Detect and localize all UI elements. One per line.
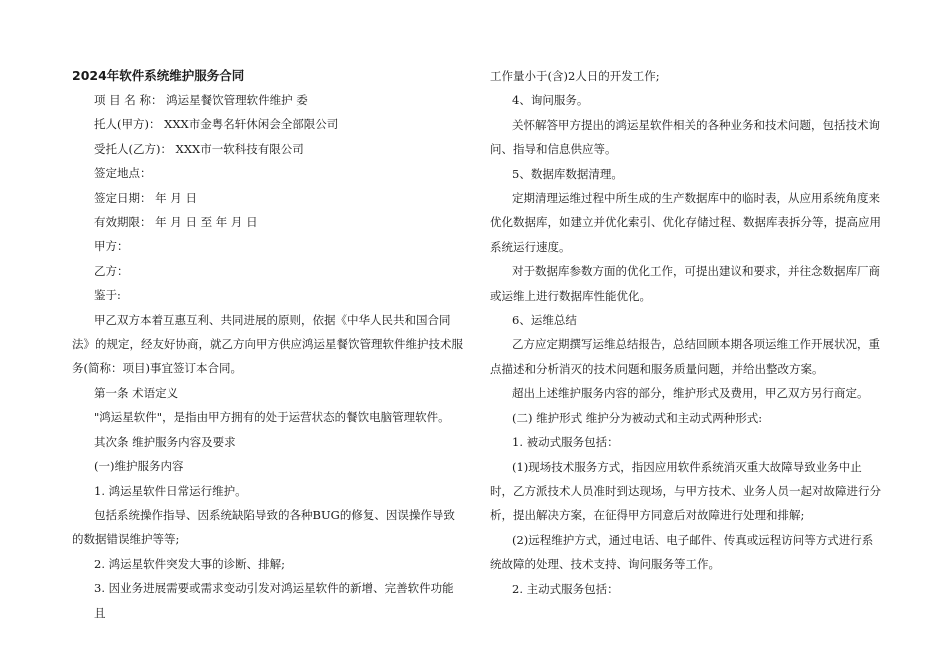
paragraph: 乙方：	[94, 263, 129, 278]
paragraph: 4、询问服务。	[512, 93, 589, 108]
paragraph: 超出上述维护服务内容的部分，维护形式及费用，甲乙双方另行商定。	[512, 386, 869, 401]
paragraph: (1)现场技术服务方式，指因应用软件系统消灭重大故障导致业务中止时，乙方派技术人员准时到达现场，与甲方技术、业务人员一起对故障进行分析，提出解决方案，在征得甲方同意后对故障进行处理和排解;	[490, 459, 881, 523]
contract-title: 2024年软件系统维护服务合同	[72, 68, 245, 83]
paragraph: 1. 鸿运星软件日常运行维护。	[94, 483, 247, 498]
right-column-body	[490, 64, 882, 601]
paragraph: 3. 因业务进展需要或需求变动引发对鸿运星软件的新增、完善软件功能且	[94, 581, 454, 620]
paragraph: 托人(甲方)： XXX市金粤名轩休闲会全部限公司	[94, 117, 339, 132]
paragraph: "鸿运星软件"，是指由甲方拥有的处于运营状态的餐饮电脑管理软件。	[94, 410, 450, 425]
right-column	[490, 64, 882, 601]
paragraph: (二) 维护形式 维护分为被动式和主动式两种形式:	[512, 410, 763, 425]
paragraph: 2. 鸿运星软件突发大事的诊断、排解;	[94, 556, 286, 571]
paragraph: 甲方：	[94, 239, 129, 254]
paragraph: 签定日期： 年 月 日	[94, 190, 197, 205]
paragraph: 关怀解答甲方提出的鸿运星软件相关的各种业务和技术问题，包括技术询问、指导和信息供应等。	[490, 117, 880, 157]
paragraph: 定期清理运维过程中所生成的生产数据库中的临时表，从应用系统角度来优化数据库，如建立并优化索引、优化存储过程、数据库表拆分等，提高应用系统运行速度。	[490, 191, 881, 254]
paragraph: 有效期限： 年 月 日 至 年 月 日	[94, 215, 258, 230]
paragraph: 对于数据库参数方面的优化工作，可提出建议和要求，并往念数据库厂商或运维上进行数据库性能优化。	[490, 264, 880, 303]
paragraph: 乙方应定期撰写运维总结报告，总结回顾本期各项运维工作开展状况，重点描述和分析消灭的技术问题和服务质量问题，并给出整改方案。	[490, 337, 880, 376]
paragraph: 包括系统操作指导、因系统缺陷导致的各种BUG的修复、因误操作导致的数据错误维护等等;	[72, 507, 455, 547]
paragraph: 甲乙双方本着互惠互利、共同进展的原则，依据《中华人民共和国合同法》的规定，经友好协商，就乙方向甲方供应鸿运星餐饮管理软件维护技术服务(简称：项目)事宜签订本合同。	[72, 312, 463, 376]
paragraph: 签定地点：	[94, 166, 152, 181]
paragraph: 其次条 维护服务内容及要求	[94, 434, 236, 449]
paragraph: 2. 主动式服务包括：	[512, 581, 619, 596]
paragraph: 受托人(乙方)： XXX市一软科技有限公司	[94, 141, 304, 156]
paragraph: (2)远程维护方式，通过电话、电子邮件、传真或远程访问等方式进行系统故障的处理、技术支持、询问服务等工作。	[490, 532, 874, 572]
paragraph: 第一条 术语定义	[94, 385, 179, 400]
paragraph: 6、运维总结	[512, 313, 577, 328]
paragraph: 1. 被动式服务包括：	[512, 435, 619, 450]
paragraph: 工作量小于(含)2人日的开发工作;	[490, 69, 660, 83]
paragraph: 项 目 名 称： 鸿运星餐饮管理软件维护 委	[94, 93, 308, 107]
paragraph: 5、数据库数据清理。	[512, 166, 623, 181]
left-column	[72, 64, 464, 625]
paragraph: (一)维护服务内容	[94, 459, 184, 474]
left-column-body	[72, 88, 464, 625]
paragraph: 鉴于:	[94, 288, 121, 303]
